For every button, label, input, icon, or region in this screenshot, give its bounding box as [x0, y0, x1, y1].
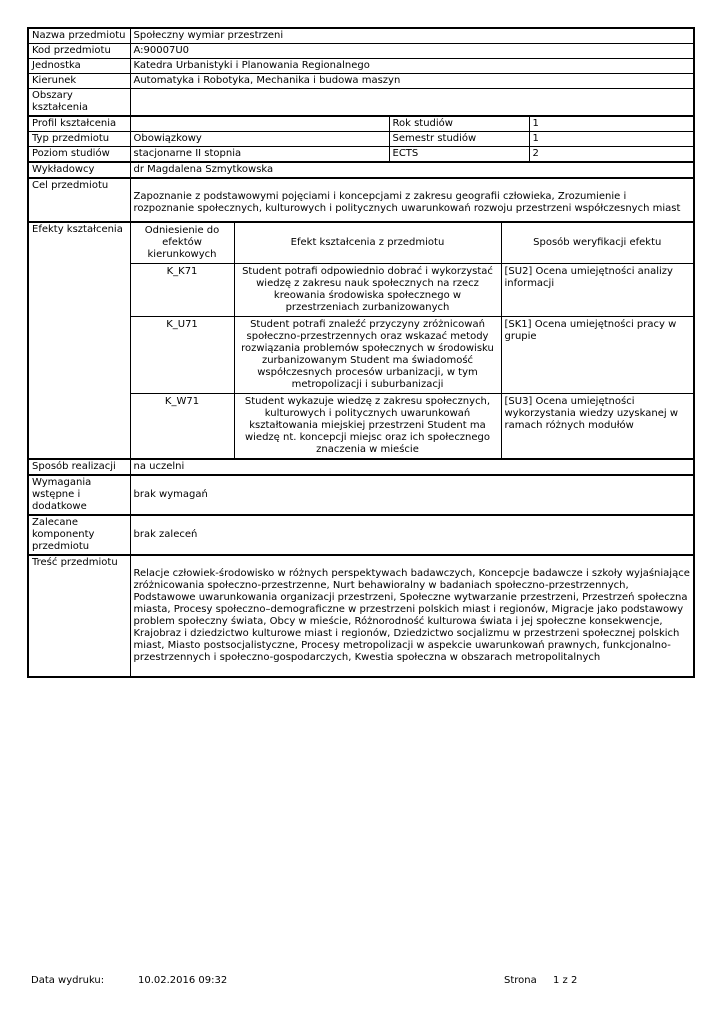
- row-efekty: [28, 222, 694, 459]
- label-obszary: Obszary kształcenia: [28, 89, 130, 117]
- efekty-header-row: [131, 223, 694, 264]
- row-obszary: [28, 89, 694, 117]
- label-cel: Cel przedmiotu: [28, 178, 130, 222]
- label-jednostka: Jednostka: [28, 59, 130, 74]
- label-wykladowcy: Wykładowcy: [28, 162, 130, 178]
- label-profil: Profil kształcenia: [28, 116, 130, 132]
- header-odniesienie: Odniesienie do efektów kierunkowych: [131, 223, 235, 264]
- row-zalecane: [28, 515, 694, 555]
- efekt-code: K_W71: [164, 396, 200, 407]
- table-row: [131, 264, 694, 317]
- value-sposob: na uczelni: [130, 459, 694, 475]
- label-rok: Rok studiów: [389, 116, 529, 132]
- table-row: [131, 394, 694, 459]
- value-tresc: Relacje człowiek-środowisko w różnych perspektywach badawczych, Koncepcje badawcze i szkoły wyjaśniające zróżnicowania społeczno-przestrzenne, Nurt behawioralny w badaniach społeczno-przestrzennych, Podstawowe uwarunkowania organizacji przestrzeni, Społeczne wytwarzanie przestrzeni, Przestrzeń społeczna miasta, Procesy społeczno–demograficzne w przestrzeni polskich miast i regionów, Migracje jako podstawowy problem społeczny świata, Obcy w mieście, Różnorodność kulturowa świata i jej społeczne konsekwencje, Krajobraz i dziedzictwo kulturowe miast i regionów, Dziedzictwo socjalizmu w przestrzeni społecznej polskich miast, Miasto postsocjalistyczne, Procesy metropolizacji w aspekcie uwarunkowań prawnych, funkcjonalno-przestrzennych i społeczno-gospodarczych, Kwestia społeczna w obszarach metropolitalnych: [133, 568, 690, 663]
- header-efekt: Efekt kształcenia z przedmiotu: [234, 223, 501, 264]
- print-date-label: Data wydruku:: [31, 975, 105, 986]
- value-profil: [130, 116, 389, 132]
- efekt-description: Student potrafi znaleźć przyczyny zróżnicowań społeczno-przestrzennych oraz wskazać metody rozwiązania problemów społecznych w środowisku zurbanizowanym Student ma świadomość współczesnych procesów urbanizacji, w tym metropolizacji i suburbanizacji: [234, 317, 501, 394]
- row-wykladowcy: [28, 162, 694, 178]
- value-typ: Obowiązkowy: [130, 132, 389, 147]
- row-typ: [28, 132, 694, 147]
- value-rok: 1: [529, 116, 694, 132]
- value-kod: A:90007U0: [130, 44, 694, 59]
- value-ects: 2: [529, 147, 694, 163]
- label-zalecane: Zalecane komponenty przedmiotu: [28, 515, 130, 555]
- row-kod: [28, 44, 694, 59]
- label-wymagania: Wymagania wstępne i dodatkowe: [28, 475, 130, 515]
- label-efekty: Efekty kształcenia: [28, 222, 130, 459]
- course-card: [27, 27, 695, 678]
- label-typ: Typ przedmiotu: [28, 132, 130, 147]
- row-jednostka: [28, 59, 694, 74]
- row-sposob: [28, 459, 694, 475]
- label-tresc: Treść przedmiotu: [28, 555, 130, 677]
- efekt-method: [SU3] Ocena umiejętności wykorzystania wiedzy uzyskanej w ramach różnych modułów: [504, 396, 678, 431]
- value-kierunek: Automatyka i Robotyka, Mechanika i budowa maszyn: [130, 74, 694, 89]
- page-label: Strona: [504, 975, 537, 986]
- row-tresc: [28, 555, 694, 677]
- value-semestr: 1: [529, 132, 694, 147]
- row-poziom: [28, 147, 694, 163]
- label-kierunek: Kierunek: [28, 74, 130, 89]
- label-semestr: Semestr studiów: [389, 132, 529, 147]
- efekt-method: [SU2] Ocena umiejętności analizy informacji: [501, 264, 693, 317]
- label-sposob: Sposób realizacji: [28, 459, 130, 475]
- efekty-table: [131, 223, 694, 458]
- label-nazwa: Nazwa przedmiotu: [28, 28, 130, 44]
- row-kierunek: [28, 74, 694, 89]
- page-number: 1 z 2: [553, 975, 578, 986]
- value-wykladowcy: dr Magdalena Szmytkowska: [130, 162, 694, 178]
- label-kod: Kod przedmiotu: [28, 44, 130, 59]
- value-wymagania: brak wymagań: [133, 489, 208, 500]
- row-cel: [28, 178, 694, 222]
- efekt-method: [SK1] Ocena umiejętności pracy w grupie: [501, 317, 693, 394]
- efekt-code: K_K71: [131, 264, 235, 317]
- value-cel: Zapoznanie z podstawowymi pojęciami i koncepcjami z zakresu geografii człowieka, Zrozumienie i rozpoznanie społecznych, kulturowych i politycznych uwarunkowań rozwoju przestrzeni współczesnych miast: [133, 191, 681, 214]
- row-profil: [28, 116, 694, 132]
- row-nazwa: [28, 28, 694, 44]
- value-nazwa: Społeczny wymiar przestrzeni: [130, 28, 694, 44]
- label-ects: ECTS: [389, 147, 529, 163]
- value-obszary: [130, 89, 694, 117]
- value-zalecane: brak zaleceń: [133, 529, 198, 540]
- row-wymagania: [28, 475, 694, 515]
- value-poziom: stacjonarne II stopnia: [130, 147, 389, 163]
- efekt-code: K_U71: [131, 317, 235, 394]
- efekt-description: Student potrafi odpowiednio dobrać i wykorzystać wiedzę z zakresu nauk społecznych na rzecz kreowania środowiska społecznego w przestrzeniach zurbanizowanych: [234, 264, 501, 317]
- course-table: [27, 27, 695, 678]
- label-poziom: Poziom studiów: [28, 147, 130, 163]
- print-date: 10.02.2016 09:32: [138, 975, 228, 986]
- efekt-description: Student wykazuje wiedzę z zakresu społecznych, kulturowych i politycznych uwarunkowań kształtowania miejskiej przestrzeni Student ma wiedzę nt. koncepcji miejsc oraz ich społecznego znaczenia w mieście: [234, 394, 501, 459]
- value-jednostka: Katedra Urbanistyki i Planowania Regionalnego: [130, 59, 694, 74]
- table-row: [131, 317, 694, 394]
- header-sposob: Sposób weryfikacji efektu: [501, 223, 693, 264]
